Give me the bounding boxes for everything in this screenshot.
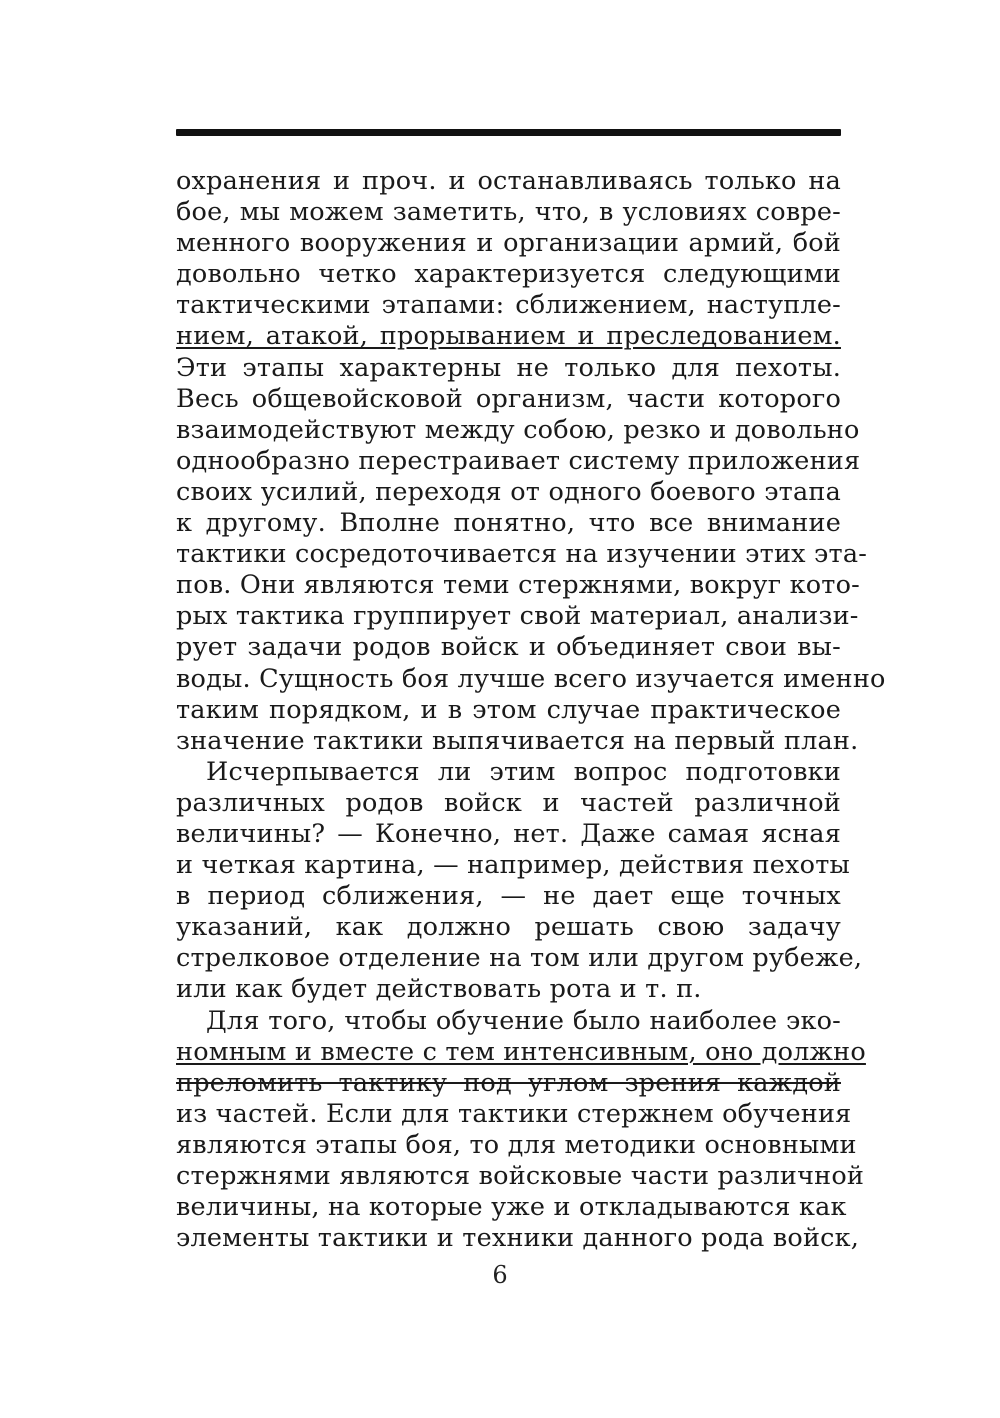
text-line: преломить тактику под углом зрения каждой xyxy=(176,1067,841,1098)
text-line: значение тактики выпячивается на первый план. xyxy=(176,725,859,756)
text-line: таким порядком, и в этом случае практическое xyxy=(176,694,841,725)
text-line: Исчерпывается ли этим вопрос подготовки xyxy=(206,756,841,787)
text-line: однообразно перестраивает систему приложения xyxy=(176,445,861,476)
text-line: различных родов войск и частей различной xyxy=(176,787,841,818)
text-line: величины? — Конечно, нет. Даже самая ясная xyxy=(176,818,841,849)
text-line: и четкая картина, — например, действия пехоты xyxy=(176,850,850,881)
text-line: тактическими этапами: сближением, наступле- xyxy=(176,290,841,321)
text-line: взаимодействуют между собою, резко и довольно xyxy=(176,414,860,445)
text-line: к другому. Вполне понятно, что все внимание xyxy=(176,508,841,539)
text-line: охранения и проч. и останавливаясь только на xyxy=(176,166,841,196)
text-line: своих усилий, переходя от одного боевого этапа xyxy=(176,476,841,507)
text-line: Эти этапы характерны не только для пехоты. xyxy=(176,352,841,383)
text-line: менного вооружения и организации армий, бой xyxy=(176,228,841,259)
text-line: тактики сосредоточивается на изучении этих эта- xyxy=(176,539,868,570)
text-line: воды. Сущность боя лучше всего изучается именно xyxy=(176,663,886,694)
text-line: элементы тактики и техники данного рода войск, xyxy=(176,1223,860,1254)
page-number: 6 xyxy=(492,1261,508,1289)
body-text xyxy=(176,166,886,1254)
text-line: рует задачи родов войск и объединяет свои вы- xyxy=(176,632,841,663)
text-line: номным и вместе с тем интенсивным, оно должно xyxy=(176,1036,866,1067)
text-line: в период сближения, — не дает еще точных xyxy=(176,881,841,912)
text-line: стержнями являются войсковые части различной xyxy=(176,1161,865,1191)
text-line: довольно четко характеризуется следующими xyxy=(176,259,841,290)
text-line: Весь общевойсковой организм, части которого xyxy=(176,383,841,414)
text-line: величины, на которые уже и откладываются как xyxy=(176,1192,847,1223)
text-line: указаний, как должно решать свою задачу xyxy=(176,912,841,943)
text-line: являются этапы боя, то для методики основными xyxy=(176,1129,857,1160)
text-line: бое, мы можем заметить, что, в условиях совре- xyxy=(176,197,841,228)
text-line: стрелковое отделение на том или другом рубеже, xyxy=(176,943,863,974)
text-line: из частей. Если для тактики стержнем обучения xyxy=(176,1098,852,1129)
text-line: пов. Они являются теми стержнями, вокруг кото- xyxy=(176,570,860,601)
header-rule xyxy=(176,129,841,136)
text-line: рых тактика группирует свой материал, анализи- xyxy=(176,601,859,632)
text-line: или как будет действовать рота и т. п. xyxy=(176,974,702,1005)
text-line: нием, атакой, прорыванием и преследованием. xyxy=(176,321,841,352)
text-line: Для того, чтобы обучение было наиболее эко- xyxy=(206,1005,841,1036)
